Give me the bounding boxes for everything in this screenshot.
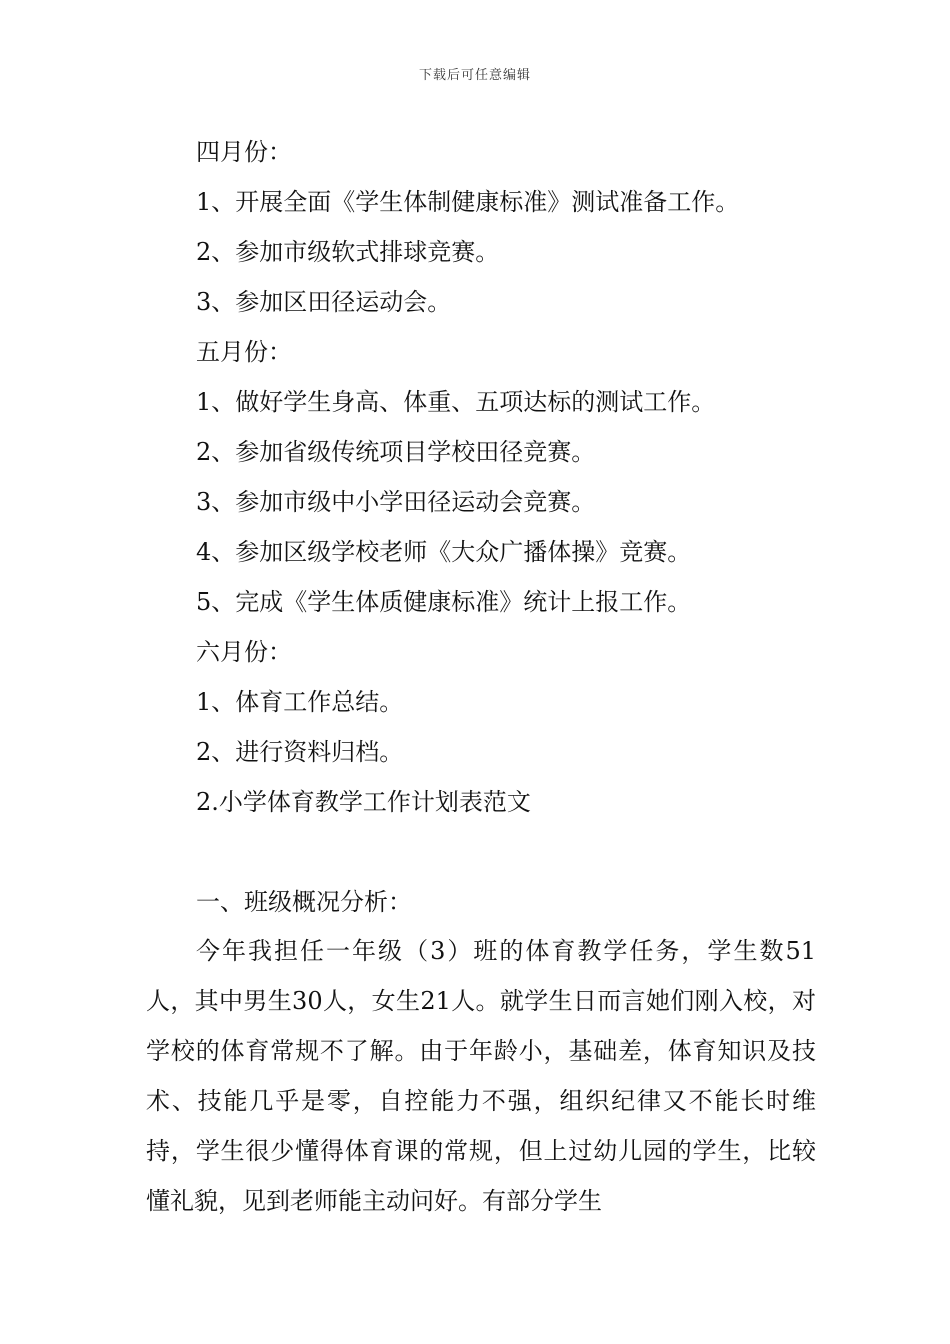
list-item: 5、完成《学生体质健康标准》统计上报工作。 [196, 588, 692, 616]
heading-june: 六月份： [196, 638, 292, 666]
list-item: 4、参加区级学校老师《大众广播体操》竞赛。 [196, 538, 692, 566]
list-item: 1、做好学生身高、体重、五项达标的测试工作。 [196, 388, 716, 416]
heading-may: 五月份： [196, 338, 292, 366]
list-item: 1、体育工作总结。 [196, 688, 404, 716]
list-item: 1、开展全面《学生体制健康标准》测试准备工作。 [196, 188, 740, 216]
document-title: 2.小学体育教学工作计划表范文 [196, 788, 531, 816]
list-item: 2、进行资料归档。 [196, 738, 404, 766]
list-item: 3、参加区田径运动会。 [196, 288, 452, 316]
list-item: 2、参加省级传统项目学校田径竞赛。 [196, 438, 596, 466]
page-header: 下载后可任意编辑 [418, 68, 531, 83]
list-item: 2、参加市级软式排球竞赛。 [196, 238, 500, 266]
section-heading: 一、班级概况分析： [196, 888, 412, 916]
body-paragraph: 今年我担任一年级（3）班的体育教学任务，学生数51人，其中男生30人，女生21人。就学生日而言她们刚入校，对学校的体育常规不了解。由于年龄小，基础差，体育知识及技术、技能几乎是零，自控能力不强，组织纪律又不能长时维持，学生很少懂得体育课的常规，但上过幼儿园的学生，比较懂礼貌，见到老师能主动问好。有部分学生 [146, 937, 816, 1215]
heading-april: 四月份： [196, 138, 292, 166]
list-item: 3、参加市级中小学田径运动会竞赛。 [196, 488, 596, 516]
